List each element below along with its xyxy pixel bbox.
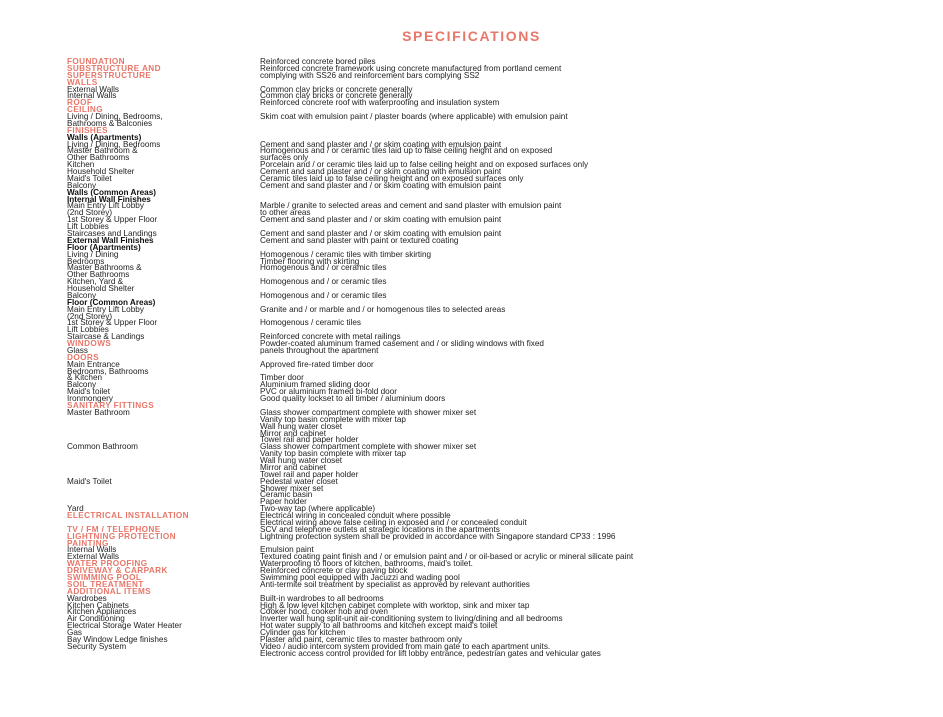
section-heading: ELECTRICAL INSTALLATION: [67, 511, 189, 521]
spec-label: (2nd Storey): [67, 311, 113, 321]
spec-value: Wall hung water closet: [260, 421, 343, 431]
spec-value: Shower mixer set: [260, 483, 324, 493]
spec-label: Balcony: [67, 380, 97, 390]
spec-label: Lift Lobbies: [67, 325, 109, 335]
spec-value: PVC or aluminium framed bi-fold door: [260, 387, 397, 397]
spec-value: Homogenous / ceramic tiles with timber skirting: [260, 249, 432, 259]
section-heading: LIGHTNING PROTECTION: [67, 531, 176, 541]
spec-label: Internal Walls: [67, 91, 117, 101]
section-heading: SANITARY FITTINGS: [67, 401, 155, 410]
spec-value: Cement and sand plaster and / or skim coating with emulsion paint: [260, 229, 502, 238]
section-heading: TV / FM / TELEPHONE: [67, 524, 161, 534]
subsection-heading: Floor (Common Areas): [67, 297, 156, 307]
page-title: SPECIFICATIONS: [402, 28, 541, 44]
spec-value: Reinforced concrete roof with waterproofing and insulation system: [260, 98, 500, 108]
spec-value: Ceramic tiles laid up to false ceiling height and on exposed surfaces only: [260, 173, 524, 183]
spec-value: Emulsion paint: [260, 545, 314, 555]
spec-label: Other Bathrooms: [67, 153, 130, 163]
spec-value: Common clay bricks or concrete generally: [260, 91, 413, 101]
spec-label: Kitchen Appliances: [67, 607, 137, 617]
spec-label: Staircases and Landings: [67, 229, 157, 238]
spec-value: Cement and sand plaster with paint or textured coating: [260, 235, 459, 245]
spec-label: Balcony: [67, 180, 97, 190]
spec-value: Cement and sand plaster and / or skim coating with emulsion paint: [260, 180, 502, 190]
spec-label: Other Bathrooms: [67, 270, 130, 280]
spec-value: Homogenous and / or ceramic tiles laid up to false ceiling height and on exposed: [260, 146, 553, 156]
spec-value: Homogenous and / or ceramic tiles: [260, 263, 387, 273]
spec-value: Towel rail and paper holder: [260, 469, 359, 479]
spec-label: Main Entrance: [67, 359, 120, 369]
spec-label: Kitchen: [67, 160, 95, 170]
subsection-heading: Floor (Apartments): [67, 242, 141, 252]
spec-value: Plaster and paint, ceramic tiles to master bathroom only: [260, 634, 463, 644]
spec-label: Household Shelter: [67, 284, 135, 294]
spec-label: Living / Dining: [67, 249, 119, 259]
spec-value: Approved fire-rated timber door: [260, 359, 374, 369]
section-heading: DOORS: [67, 352, 100, 362]
spec-value: Reinforced concrete framework using concrete manufactured from portland cement: [260, 63, 562, 73]
spec-value: SCV and telephone outlets at strategic locations in the apartments: [260, 524, 500, 534]
section-heading: WINDOWS: [67, 339, 112, 349]
spec-value: Paper holder: [260, 497, 307, 507]
subsection-heading: Walls (Common Areas): [67, 187, 157, 197]
spec-label: External Walls: [67, 84, 120, 94]
spec-value: Cement and sand plaster and / or skim coating with emulsion paint: [260, 139, 502, 149]
spec-value: panels throughout the apartment: [260, 345, 379, 355]
section-heading: SOIL TREATMENT: [67, 579, 144, 589]
spec-label: Master Bathrooms &: [67, 263, 142, 273]
spec-value: Timber door: [260, 373, 304, 383]
spec-value: High & low level kitchen cabinet complete with worktop, sink and mixer tap: [260, 600, 530, 610]
spec-label: Master Bathroom: [67, 407, 130, 417]
spec-value: Electrical wiring in concealed conduit where possible: [260, 511, 451, 521]
spec-label: Common Bathroom: [67, 442, 138, 452]
spec-label: Gas: [67, 628, 83, 638]
spec-label: & Kitchen: [67, 373, 103, 383]
spec-value: Textured coating paint finish and / or emulsion paint and / or oil-based or acrylic or mineral silicate paint: [260, 552, 634, 562]
spec-value: Good quality lockset to all timber / aluminium doors: [260, 394, 446, 404]
section-heading: ADDITIONAL ITEMS: [67, 586, 152, 596]
spec-value: Skim coat with emulsion paint / plaster boards (where applicable) with emulsion paint: [260, 112, 568, 122]
section-heading: ROOF: [67, 98, 93, 108]
spec-value: Cement and sand plaster and / or skim coating with emulsion paint: [260, 167, 502, 177]
spec-label: Living / Dining, Bedrooms,: [67, 112, 163, 122]
spec-value: Porcelain and / or ceramic tiles laid up to false ceiling height and on exposed surfaces only: [260, 160, 589, 170]
spec-value: Homogenous and / or ceramic tiles: [260, 290, 387, 300]
spec-value: Glass shower compartment complete with shower mixer set: [260, 407, 477, 417]
spec-value: Electronic access control provided for lift lobby entrance, pedestrian gates and vehicular gates: [260, 648, 601, 658]
spec-value: Towel rail and paper holder: [260, 435, 359, 445]
spec-label: Maid's toilet: [67, 387, 110, 397]
spec-value: Aluminium framed sliding door: [260, 380, 371, 390]
spec-label: Main Entry Lift Lobby: [67, 201, 144, 211]
spec-label: External Walls: [67, 552, 120, 562]
spec-label: 1st Storey & Upper Floor: [67, 215, 158, 225]
spec-label: Master Bathroom &: [67, 146, 138, 156]
spec-value: Anti-termite soil treatment by specialist as approved by relevant authorities: [260, 579, 530, 589]
spec-value: Reinforced concrete or clay paving block: [260, 566, 408, 576]
spec-value: Swimming pool equipped with Jacuzzi and wading pool: [260, 573, 460, 582]
spec-value: Timber flooring with skirting: [260, 256, 360, 266]
spec-value: Hot water supply to all bathrooms and kitchen except maid's toilet: [260, 621, 498, 631]
spec-value: Mirror and cabinet: [260, 462, 326, 472]
spec-label: Maid's Toilet: [67, 476, 112, 486]
spec-value: Electrical wiring above false ceiling in exposed and / or concealed conduit: [260, 517, 527, 527]
spec-value: Homogenous / ceramic tiles: [260, 318, 362, 328]
spec-label: Wardrobes: [67, 593, 107, 603]
spec-label: Yard: [67, 504, 84, 514]
spec-label: Bedrooms, Bathrooms: [67, 366, 149, 376]
section-heading: CEILING: [67, 105, 104, 115]
spec-label: Bathrooms & Balconies: [67, 118, 153, 128]
spec-label: Household Shelter: [67, 167, 135, 177]
spec-label: Maid's Toilet: [67, 173, 112, 183]
spec-label: Lift Lobbies: [67, 222, 109, 232]
spec-label: Kitchen, Yard &: [67, 277, 124, 287]
spec-value: Powder-coated aluminum framed casement and / or sliding windows with fixed: [260, 339, 544, 349]
section-heading: SUPERSTRUCTURE: [67, 70, 152, 80]
spec-label: Bay Window Ledge finishes: [67, 634, 168, 644]
spec-label: Kitchen Cabinets: [67, 600, 129, 610]
spec-value: Ceramic basin: [260, 490, 313, 500]
section-heading: PAINTING: [67, 538, 109, 548]
spec-label: Main Entry Lift Lobby: [67, 304, 144, 314]
spec-label: Air Conditioning: [67, 614, 125, 624]
spec-value: complying with SS26 and reinforcement bars complying SS2: [260, 70, 480, 80]
subsection-heading: External Wall Finishes: [67, 235, 154, 245]
spec-value: Reinforced concrete with metal railings: [260, 332, 401, 342]
spec-value: to other areas: [260, 208, 311, 218]
spec-value: Mirror and cabinet: [260, 428, 326, 438]
spec-value: Marble / granite to selected areas and cement and sand plaster with emulsion paint: [260, 201, 562, 211]
subsection-heading: Internal Wall Finishes: [67, 194, 151, 204]
spec-label: Staircase & Landings: [67, 332, 145, 342]
section-heading: DRIVEWAY & CARPARK: [67, 566, 168, 576]
spec-value: Waterproofing to floors of kitchen, bathrooms, maid's toilet.: [260, 559, 473, 569]
spec-label: (2nd Storey): [67, 208, 113, 218]
spec-label: Internal Walls: [67, 545, 117, 555]
subsection-heading: Walls (Apartments): [67, 132, 142, 142]
spec-value: Pedestal water closet: [260, 476, 338, 486]
spec-value: Two-way tap (where applicable): [260, 504, 376, 514]
spec-label: Security System: [67, 641, 127, 651]
spec-value: Built-in wardrobes to all bedrooms: [260, 593, 384, 603]
spec-label: Electrical Storage Water Heater: [67, 621, 182, 631]
spec-value: Cylinder gas for kitchen: [260, 628, 346, 638]
section-heading: FINISHES: [67, 125, 108, 135]
spec-value: Cement and sand plaster and / or skim coating with emulsion paint: [260, 215, 502, 225]
spec-value: Lightning protection system shall be provided in accordance with Singapore standard CP33 : 1996: [260, 531, 616, 541]
spec-value: Wall hung water closet: [260, 456, 343, 466]
spec-label: Bedrooms: [67, 256, 105, 266]
spec-label: Balcony: [67, 290, 97, 300]
spec-value: Vanity top basin complete with mixer tap: [260, 414, 406, 424]
spec-value: surfaces only: [260, 153, 309, 163]
section-heading: SUBSTRUCTURE AND: [67, 63, 161, 73]
spec-label: Glass: [67, 345, 88, 355]
spec-value: Cooker hood, cooker hob and oven: [260, 607, 388, 617]
section-heading: SWIMMING POOL: [67, 573, 142, 582]
spec-value: Granite and / or marble and / or homogenous tiles to selected areas: [260, 304, 506, 314]
spec-value: Video / audio intercom system provided from main gate to each apartment units.: [260, 641, 551, 651]
spec-value: Homogenous and / or ceramic tiles: [260, 277, 387, 287]
spec-label: 1st Storey & Upper Floor: [67, 318, 158, 328]
section-heading: FOUNDATION: [67, 57, 125, 66]
spec-value: Inverter wall hung split-unit air-conditioning system to living/dining and all bedrooms: [260, 614, 563, 624]
spec-value: Glass shower compartment complete with shower mixer set: [260, 442, 477, 452]
spec-label: Ironmongery: [67, 394, 113, 404]
spec-value: Common clay bricks or concrete generally: [260, 84, 413, 94]
spec-value: Vanity top basin complete with mixer tap: [260, 449, 406, 459]
spec-label: Living / Dining, Bedrooms: [67, 139, 161, 149]
section-heading: WALLS: [67, 77, 98, 87]
spec-value: Reinforced concrete bored piles: [260, 57, 376, 66]
section-heading: WATER PROOFING: [67, 559, 148, 569]
spec-row: [0, 650, 943, 658]
